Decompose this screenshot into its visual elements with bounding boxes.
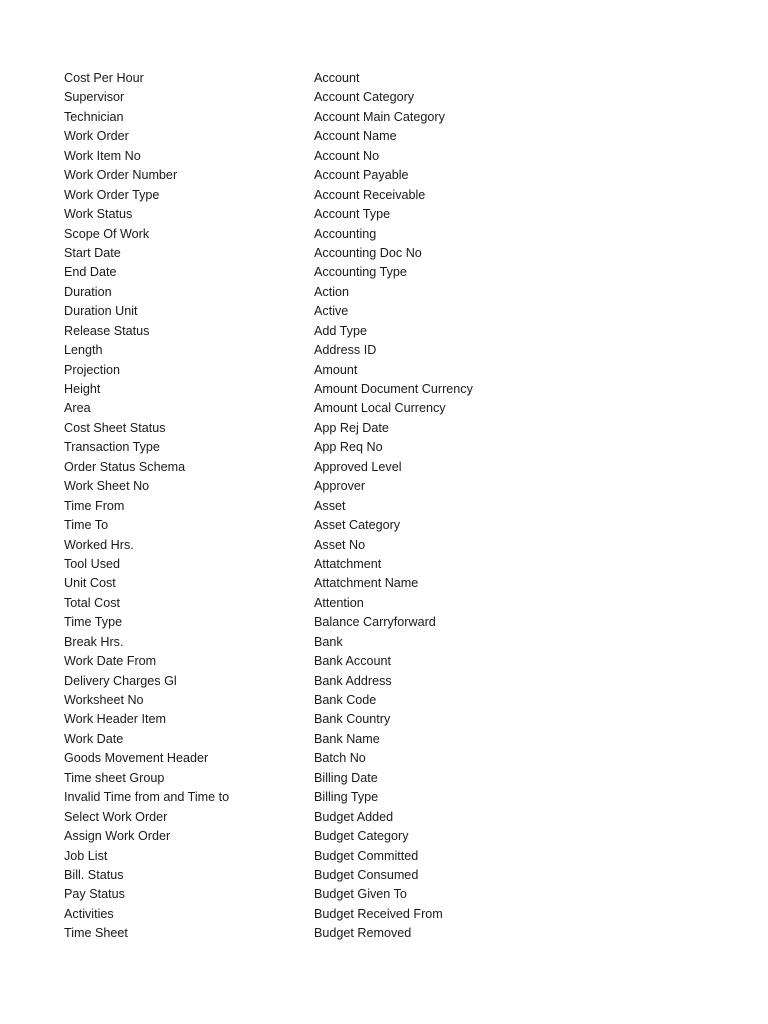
left-term-item: Select Work Order <box>64 809 168 824</box>
left-term-item: Start Date <box>64 245 121 260</box>
right-term-item: Amount <box>314 362 358 377</box>
left-term-item: Work Order <box>64 129 129 144</box>
left-term-item: Work Order Number <box>64 168 178 183</box>
left-term-item: Pay Status <box>64 887 125 902</box>
left-term-item: Work Header Item <box>64 712 166 727</box>
left-term-item: Duration <box>64 284 112 299</box>
left-term-item: Work Date <box>64 731 124 746</box>
right-term-item: Address ID <box>314 343 377 358</box>
right-term-item: Billing Date <box>314 770 378 785</box>
right-term-item: Attatchment <box>314 556 382 571</box>
right-term-item: Accounting <box>314 226 377 241</box>
left-term-item: Height <box>64 382 101 396</box>
right-term-item: Accounting Type <box>314 265 407 280</box>
left-term-item: Scope Of Work <box>64 226 150 241</box>
right-term-item: Budget Consumed <box>314 867 419 882</box>
right-term-item: Account Category <box>314 90 415 105</box>
left-term-item: Tool Used <box>64 556 121 571</box>
right-term-item: Bank Name <box>314 731 380 746</box>
left-term-item: Worksheet No <box>64 693 144 707</box>
right-term-item: Approved Level <box>314 459 402 474</box>
right-term-item: Account Name <box>314 129 397 144</box>
left-term-item: Total Cost <box>64 595 120 610</box>
left-term-item: Area <box>64 401 91 416</box>
left-term-item: Time Type <box>64 615 123 630</box>
left-term-item: Cost Per Hour <box>64 71 144 85</box>
right-term-item: Asset <box>314 498 346 513</box>
right-term-item: Attention <box>314 595 364 610</box>
left-term-item: Break Hrs. <box>64 634 124 649</box>
right-term-item: Asset No <box>314 537 366 552</box>
left-term-item: Supervisor <box>64 90 125 105</box>
right-term-item: Accounting Doc No <box>314 245 422 260</box>
left-term-item: Work Item No <box>64 148 141 163</box>
right-term-item: Bank Account <box>314 654 392 669</box>
left-term-item: Release Status <box>64 323 150 338</box>
right-term-item: Balance Carryforward <box>314 615 436 630</box>
left-term-item: Work Sheet No <box>64 479 150 494</box>
left-term-item: Cost Sheet Status <box>64 420 166 435</box>
left-term-item: Time Sheet <box>64 926 128 941</box>
right-term-item: Account Type <box>314 207 391 222</box>
right-term-item: App Req No <box>314 440 383 455</box>
right-term-item: Budget Given To <box>314 887 407 902</box>
left-term-item: End Date <box>64 265 117 280</box>
left-term-item: Bill. Status <box>64 867 124 882</box>
left-term-item: Assign Work Order <box>64 829 171 844</box>
right-term-item: Active <box>314 304 349 319</box>
right-term-item: Budget Added <box>314 809 394 824</box>
left-term-list <box>64 69 304 944</box>
right-term-item: Amount Local Currency <box>314 401 446 416</box>
left-term-item: Order Status Schema <box>64 459 186 474</box>
left-term-item: Technician <box>64 109 124 124</box>
left-term-item: Work Status <box>64 207 133 222</box>
right-term-item: Bank Address <box>314 673 392 688</box>
left-term-item: Projection <box>64 362 121 377</box>
left-term-item: Work Date From <box>64 654 157 669</box>
right-term-item: Budget Removed <box>314 926 412 941</box>
left-term-item: Activities <box>64 906 114 921</box>
right-term-item: App Rej Date <box>314 420 389 435</box>
right-term-item: Account <box>314 71 360 85</box>
left-term-item: Goods Movement Header <box>64 751 209 766</box>
right-term-item: Account Receivable <box>314 187 426 202</box>
left-term-item: Invalid Time from and Time to <box>64 790 230 805</box>
left-term-item: Unit Cost <box>64 576 116 591</box>
right-term-item: Budget Received From <box>314 906 443 921</box>
left-term-item: Duration Unit <box>64 304 138 319</box>
right-term-item: Attatchment Name <box>314 576 419 591</box>
right-term-item: Asset Category <box>314 518 401 533</box>
right-term-item: Action <box>314 284 350 299</box>
right-term-item: Budget Category <box>314 829 409 844</box>
right-term-item: Add Type <box>314 323 367 338</box>
right-term-item: Approver <box>314 479 366 494</box>
left-term-item: Delivery Charges Gl <box>64 673 177 688</box>
left-term-item: Time To <box>64 518 109 533</box>
right-term-item: Billing Type <box>314 790 379 805</box>
right-term-item: Bank Code <box>314 693 377 707</box>
right-term-item: Bank <box>314 634 343 649</box>
right-term-item: Budget Committed <box>314 848 419 863</box>
left-term-item: Transaction Type <box>64 440 160 455</box>
left-term-item: Time From <box>64 498 125 513</box>
right-term-item: Batch No <box>314 751 366 766</box>
left-term-item: Worked Hrs. <box>64 537 134 552</box>
left-term-item: Work Order Type <box>64 187 160 202</box>
right-term-item: Bank Country <box>314 712 391 727</box>
left-term-item: Time sheet Group <box>64 770 165 785</box>
right-term-list <box>314 69 614 944</box>
left-term-item: Job List <box>64 848 108 863</box>
right-term-item: Account Payable <box>314 168 409 183</box>
left-term-item: Length <box>64 343 103 358</box>
right-term-item: Account No <box>314 148 380 163</box>
right-term-item: Account Main Category <box>314 109 445 124</box>
right-term-item: Amount Document Currency <box>314 382 473 396</box>
